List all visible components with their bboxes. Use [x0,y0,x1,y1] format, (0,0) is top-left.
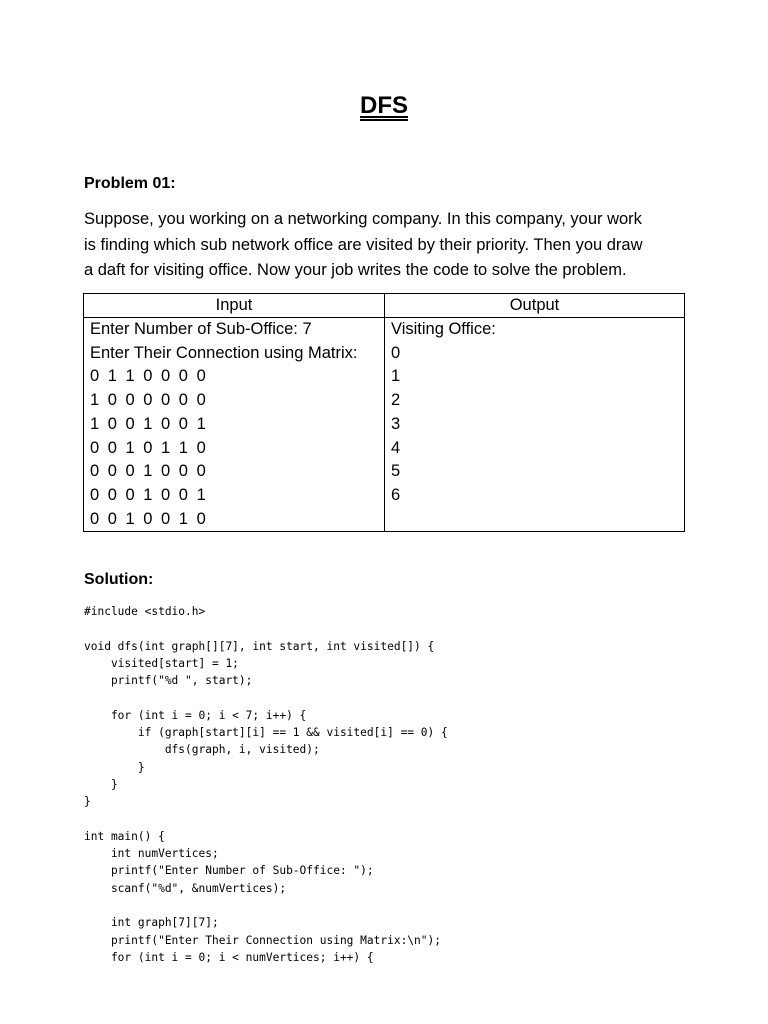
matrix-row: 0 0 1 0 0 1 0 [90,509,208,528]
code-line: int numVertices; [84,847,219,861]
problem-line: Suppose, you working on a networking company. In this company, your work [84,210,642,228]
code-line: for (int i = 0; i < numVertices; i++) { [84,950,374,964]
matrix-row: 1 0 0 1 0 0 1 [90,414,208,433]
output-column-header: Output [385,294,685,318]
code-line: if (graph[start][i] == 1 && visited[i] == 0) { [84,726,448,740]
code-line: #include <stdio.h> [84,605,206,618]
output-cell [385,318,685,532]
code-line: } [84,795,91,809]
code-line: int main() { [84,829,165,843]
code-line: visited[start] = 1; [84,656,239,670]
code-line: for (int i = 0; i < 7; i++) { [84,708,307,722]
code-line: printf("Enter Number of Sub-Office: "); [84,864,374,878]
code-line: printf("%d ", start); [84,674,253,688]
code-line: } [84,777,118,791]
output-line: 6 [391,485,401,504]
output-line: 3 [391,414,401,433]
matrix-row: 0 1 1 0 0 0 0 [90,367,208,386]
input-output-table [83,293,685,532]
code-line: int graph[7][7]; [84,916,219,930]
output-line: 5 [391,462,401,481]
problem-line: is finding which sub network office are visited by their priority. Then you draw [84,235,643,254]
code-line: void dfs(int graph[][7], int start, int visited[]) { [84,639,435,653]
input-column-header: Input [84,294,385,318]
code-line: } [84,760,145,774]
problem-description [84,207,694,284]
code-line [84,689,448,706]
code-line [84,897,448,914]
input-line: Enter Their Connection using Matrix: [90,343,358,362]
output-line: Visiting Office: [391,320,496,338]
code-line: printf("Enter Their Connection using Matrix:\n"); [84,933,441,947]
matrix-row: 1 0 0 0 0 0 0 [90,391,208,410]
document-title [0,92,768,120]
code-line: dfs(graph, i, visited); [84,743,320,757]
output-line: 0 [391,343,401,362]
output-line: 4 [391,438,401,457]
problem-heading: Problem 01: [84,175,176,192]
code-line [84,811,448,828]
code-line: scanf("%d", &numVertices); [84,881,287,895]
code-block [84,603,448,966]
problem-line: a daft for visiting office. Now your job writes the code to solve the problem. [84,261,627,279]
matrix-row: 0 0 1 0 1 1 0 [90,438,208,457]
code-line [84,620,448,637]
matrix-row: 0 0 0 1 0 0 0 [90,462,208,481]
title-text: DFS [360,92,408,119]
output-line: 2 [391,391,401,410]
input-cell [84,318,385,532]
input-line: Enter Number of Sub-Office: 7 [90,320,312,338]
matrix-row: 0 0 0 1 0 0 1 [90,485,208,504]
solution-heading: Solution: [84,571,154,588]
output-line: 1 [391,367,401,386]
